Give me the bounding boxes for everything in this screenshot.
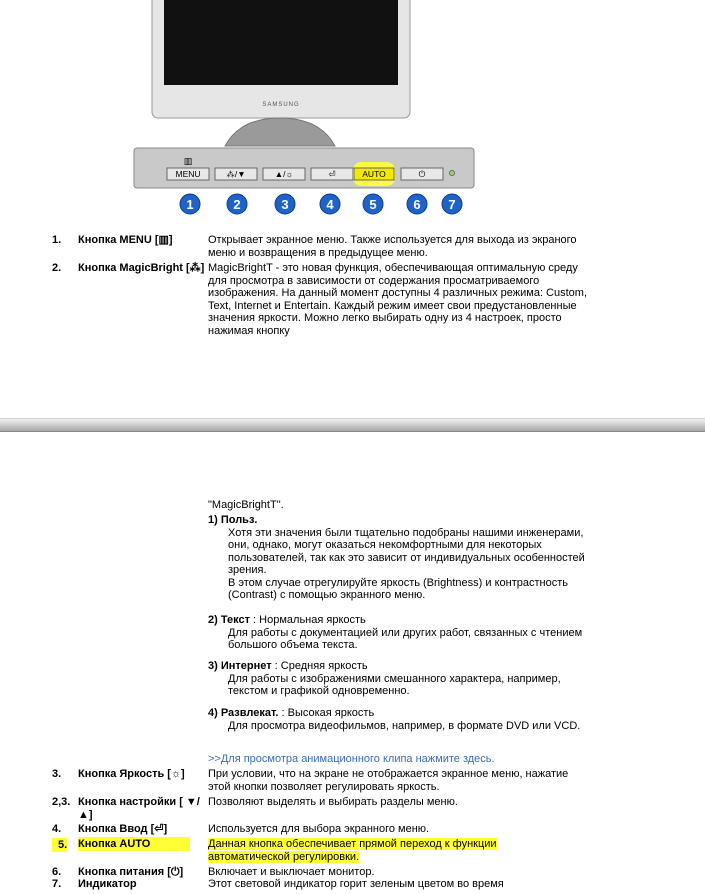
magicbright-down-icon: ⁂/▼ [226,169,246,179]
item-number: 3. [52,768,62,780]
button-auto[interactable] [353,162,395,186]
item-description: Данная кнопка обеспечивает прямой переход к функции автоматической регулировки. [208,838,497,863]
mode-text-mode: 2) Текст : Нормальная яркость Для работы с документацией или других работ, связанных с чтением большого объема текста. [208,614,588,652]
badge-6 [407,194,427,214]
item-description: Позволяют выделять и выбирать разделы меню. [208,796,458,808]
svg-text:2: 2 [233,197,241,212]
mode-text: Для работы с изображениями смешанного характера, например, текстом и графикой одновременно. [228,672,561,697]
mode-title: 3) Интернет [208,660,272,672]
mode-title: 2) Текст [208,614,250,626]
item-label: Кнопка AUTO [78,837,190,851]
badge-1 [180,194,200,214]
item-label: Кнопка Ввод [⏎] [78,823,168,835]
badge-4 [320,194,340,214]
item-number: 7. [52,878,62,890]
badge-7 [442,194,462,214]
item-description: Этот световой индикатор горит зеленым цветом во время [208,878,504,890]
enter-icon: ⏎ [328,169,336,179]
item-description: Используется для выбора экранного меню. [208,823,430,835]
item-label: Кнопка MagicBright [⁂] [78,262,205,274]
button-enter[interactable] [311,168,353,180]
button-magicbright[interactable] [215,168,257,180]
button-power[interactable] [401,168,443,180]
item-number: 4. [52,823,62,835]
item-label: Кнопка настройки [ ▼/▲] [78,796,200,821]
mode-text: Для работы с документацией или других работ, связанных с чтением большого объема текста. [228,626,583,651]
item-number: 2. [52,262,62,274]
mode-text: Хотя эти значения были тщательно подобраны нашими инженерами, они, однако, могут оказаться некомфортными для некоторых пользователей, так как это зависит от индивидуальных особенностей зрения. [228,526,585,576]
magicbright-intro: "MagicBrightT". [208,499,284,511]
item-number: 5. [52,838,67,852]
svg-text:AUTO: AUTO [362,169,386,179]
badge-5 [363,194,383,214]
mode-custom [208,514,588,602]
monitor-illustration [130,0,490,225]
mode-internet: 3) Интернет : Средняя яркость Для работы с изображениями смешанного характера, например, текстом и графикой одновременно. [208,660,588,698]
item-label: Индикатор [78,878,137,890]
item-label: Кнопка Яркость [☼] [78,768,185,780]
item-description: При условии, что на экране не отображается экранное меню, нажатие этой кнопки позволяет регулировать яркость. [208,768,569,793]
item-label: Кнопка питания [⏻] [78,866,184,878]
mode-entertain: 4) Развлекат. : Высокая яркость Для просмотра видеофильмов, например, в формате DVD или VCD. [208,707,588,732]
item-description: Открывает экранное меню. Также используется для выхода из экраного меню и возвращения в предыдущее меню. [208,234,577,259]
svg-text:3: 3 [281,197,289,212]
svg-text:1: 1 [186,197,194,212]
monitor-screen [164,0,398,85]
badge-3 [275,194,295,214]
up-brightness-icon: ▲/☼ [274,169,294,179]
power-icon: ⏻ [418,169,426,179]
mode-title: 1) Польз. [208,514,258,526]
svg-text:7: 7 [448,197,456,212]
power-indicator-led [450,171,455,176]
mode-title: 4) Развлекат. [208,707,279,719]
item-number: 1. [52,234,62,246]
badge-2 [227,194,247,214]
item-number: 6. [52,866,62,878]
svg-text:MENU: MENU [175,169,201,179]
svg-text:4: 4 [326,197,334,212]
button-menu[interactable] [167,168,209,180]
mode-text: Для просмотра видеофильмов, например, в формате DVD или VCD. [228,719,581,732]
svg-text:6: 6 [413,197,421,212]
item-description: MagicBrightT - это новая функция, обеспечивающая оптимальную среду для просмотра в зависимости от содержания просматриваемого изображения. На данный момент доступны 4 различных режима: Custom, Text, Internet и Entertain. Каждый режим имеет свои предустановленные значения яркости. Можно легко выбирать одну из 4 настроек, просто нажимая кнопку [208,262,588,337]
button-brightness-up[interactable] [263,168,305,180]
animation-link[interactable]: >>Для просмотра анимационного клипа нажмите здесь. [208,753,495,765]
menu-icon: ▥ [183,157,193,167]
page-separator [0,418,705,432]
item-description: Включает и выключает монитор. [208,866,375,878]
monitor-stand [225,118,335,146]
svg-text:5: 5 [369,197,377,212]
item-label: Кнопка MENU [▥] [78,234,173,246]
monitor-brand: SAMSUNG [262,102,300,108]
mode-text-2: В этом случае отрегулируйте яркость (Brightness) и контрастность (Contrast) с помощью экранного меню. [228,576,568,601]
item-number: 2,3. [52,796,71,808]
